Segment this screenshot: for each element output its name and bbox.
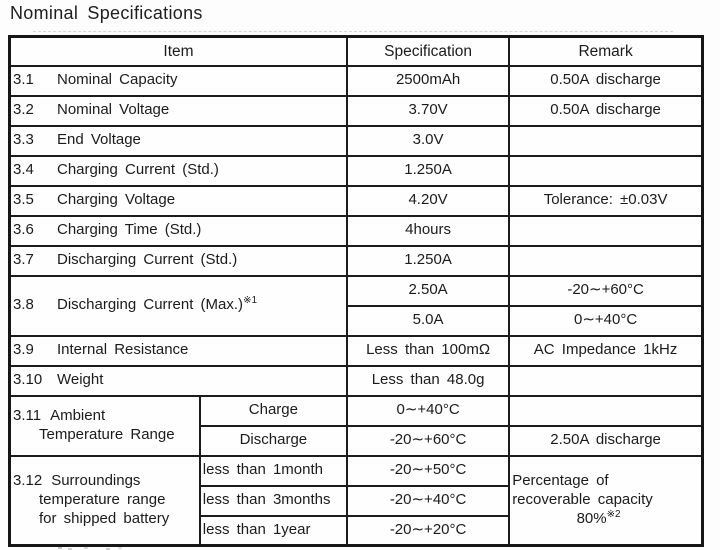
- remark-cell: 0.50A discharge: [509, 66, 702, 96]
- item-cell: [10, 336, 347, 366]
- row-3.1: [10, 66, 703, 96]
- sub-item-cell: Charge: [200, 396, 347, 426]
- spec-cell: 3.70V: [347, 96, 509, 126]
- item-number: 3.3: [13, 131, 34, 149]
- sub-item-cell: Discharge: [200, 426, 347, 456]
- item-name: Charging Voltage: [57, 191, 176, 209]
- item-name: Charging Current (Std.): [57, 161, 219, 179]
- row-3.11a: [10, 396, 703, 426]
- item-name: Internal Resistance: [57, 341, 189, 359]
- row-3.10: [10, 366, 703, 396]
- row-3.9: [10, 336, 703, 366]
- item-number: 3.7: [13, 251, 34, 269]
- item-line-1: [13, 407, 197, 426]
- item-cell: [10, 156, 347, 186]
- remark-cell: 2.50A discharge: [509, 426, 702, 456]
- remark-line-2: recoverable capacity: [512, 490, 653, 508]
- sub-item-cell: less than 1month: [200, 456, 347, 486]
- spec-cell: 2500mAh: [347, 66, 509, 96]
- item-number: 3.11: [13, 406, 42, 424]
- row-3.2: [10, 96, 703, 126]
- spec-cell: 4hours: [347, 216, 509, 246]
- item-name: Nominal Voltage: [57, 101, 170, 119]
- item-cell: [10, 246, 347, 276]
- item-number: 3.1: [13, 71, 34, 89]
- item-cell: [10, 96, 347, 126]
- spec-cell: -20∼+40°C: [347, 486, 509, 516]
- item-number: 3.8: [13, 296, 34, 314]
- item-name: Charging Time (Std.): [57, 221, 202, 239]
- footnote-mark-1: ※1: [243, 295, 258, 307]
- item-name: Ambient: [50, 406, 106, 424]
- remark-cell: [509, 156, 702, 186]
- page-title: Nominal Specifications: [10, 3, 203, 23]
- item-line-2: Temperature Range: [39, 425, 175, 443]
- header-remark: Remark: [509, 37, 702, 66]
- item-name: End Voltage: [57, 131, 141, 149]
- remark-cell: [509, 246, 702, 276]
- remark-cell: 0∼+40°C: [509, 306, 702, 336]
- remark-line-1: Percentage of: [512, 472, 609, 490]
- row-3.7: [10, 246, 703, 276]
- item-cell: [10, 276, 347, 336]
- row-3.4: [10, 156, 703, 186]
- header-item: Item: [10, 37, 347, 66]
- spec-cell: 1.250A: [347, 156, 509, 186]
- item-cell: [10, 456, 200, 546]
- spec-cell: 2.50A: [347, 276, 509, 306]
- item-number: 3.2: [13, 101, 34, 119]
- item-name: Surroundings: [51, 472, 141, 490]
- spec-cell: Less than 48.0g: [347, 366, 509, 396]
- sub-item-cell: less than 3months: [200, 486, 347, 516]
- remark-cell: Tolerance: ±0.03V: [509, 186, 702, 216]
- row-3.3: [10, 126, 703, 156]
- item-number: 3.5: [13, 191, 34, 209]
- remark-line-3: 80%$^{※2}$: [576, 508, 621, 527]
- remark-cell: 0.50A discharge: [509, 96, 702, 126]
- item-cell: [10, 126, 347, 156]
- item-number: 3.9: [13, 341, 34, 359]
- spec-cell: 5.0A: [347, 306, 509, 336]
- spec-cell: -20∼+20°C: [347, 516, 509, 546]
- table-header-row: [10, 37, 703, 66]
- row-3.5: [10, 186, 703, 216]
- spec-cell: 3.0V: [347, 126, 509, 156]
- item-line-3: for shipped battery: [39, 509, 170, 527]
- item-name: Discharging Current (Max.): [57, 296, 244, 314]
- row-3.12a: [10, 456, 703, 486]
- nominal-specifications-table: [8, 35, 704, 547]
- sub-item-cell: less than 1year: [200, 516, 347, 546]
- item-cell: [10, 216, 347, 246]
- item-name: Discharging Current (Std.): [57, 251, 238, 269]
- spec-cell: 4.20V: [347, 186, 509, 216]
- footnote-mark-2: ※2: [606, 508, 621, 520]
- item-number: 3.4: [13, 161, 34, 179]
- spec-cell: -20∼+50°C: [347, 456, 509, 486]
- row-3.6: [10, 216, 703, 246]
- remark-cell: [509, 216, 702, 246]
- item-cell: [10, 186, 347, 216]
- remark-cell: [509, 396, 702, 426]
- spec-table-container: [8, 35, 704, 547]
- remark-cell: [509, 366, 702, 396]
- item-line-2: temperature range: [39, 490, 166, 508]
- item-line-1: [13, 472, 197, 491]
- item-number: 3.10: [13, 371, 43, 389]
- remark-cell: [509, 126, 702, 156]
- row-3.8a: [10, 276, 703, 306]
- item-cell: [10, 366, 347, 396]
- remark-cell: AC Impedance 1kHz: [509, 336, 702, 366]
- spec-cell: Less than 100mΩ: [347, 336, 509, 366]
- item-number: 3.6: [13, 221, 34, 239]
- spec-cell: 0∼+40°C: [347, 396, 509, 426]
- item-cell: [10, 396, 200, 456]
- spec-cell: -20∼+60°C: [347, 426, 509, 456]
- item-cell: [10, 66, 347, 96]
- item-number: 3.12: [13, 472, 43, 490]
- item-name: Nominal Capacity: [57, 71, 178, 89]
- scan-artifact: [58, 547, 62, 549]
- item-name: Weight: [57, 371, 104, 389]
- remark-cell: [509, 456, 702, 546]
- spec-cell: 1.250A: [347, 246, 509, 276]
- remark-cell: -20∼+60°C: [509, 276, 702, 306]
- scan-ghost-line: [33, 31, 673, 32]
- header-specification: Specification: [347, 37, 509, 66]
